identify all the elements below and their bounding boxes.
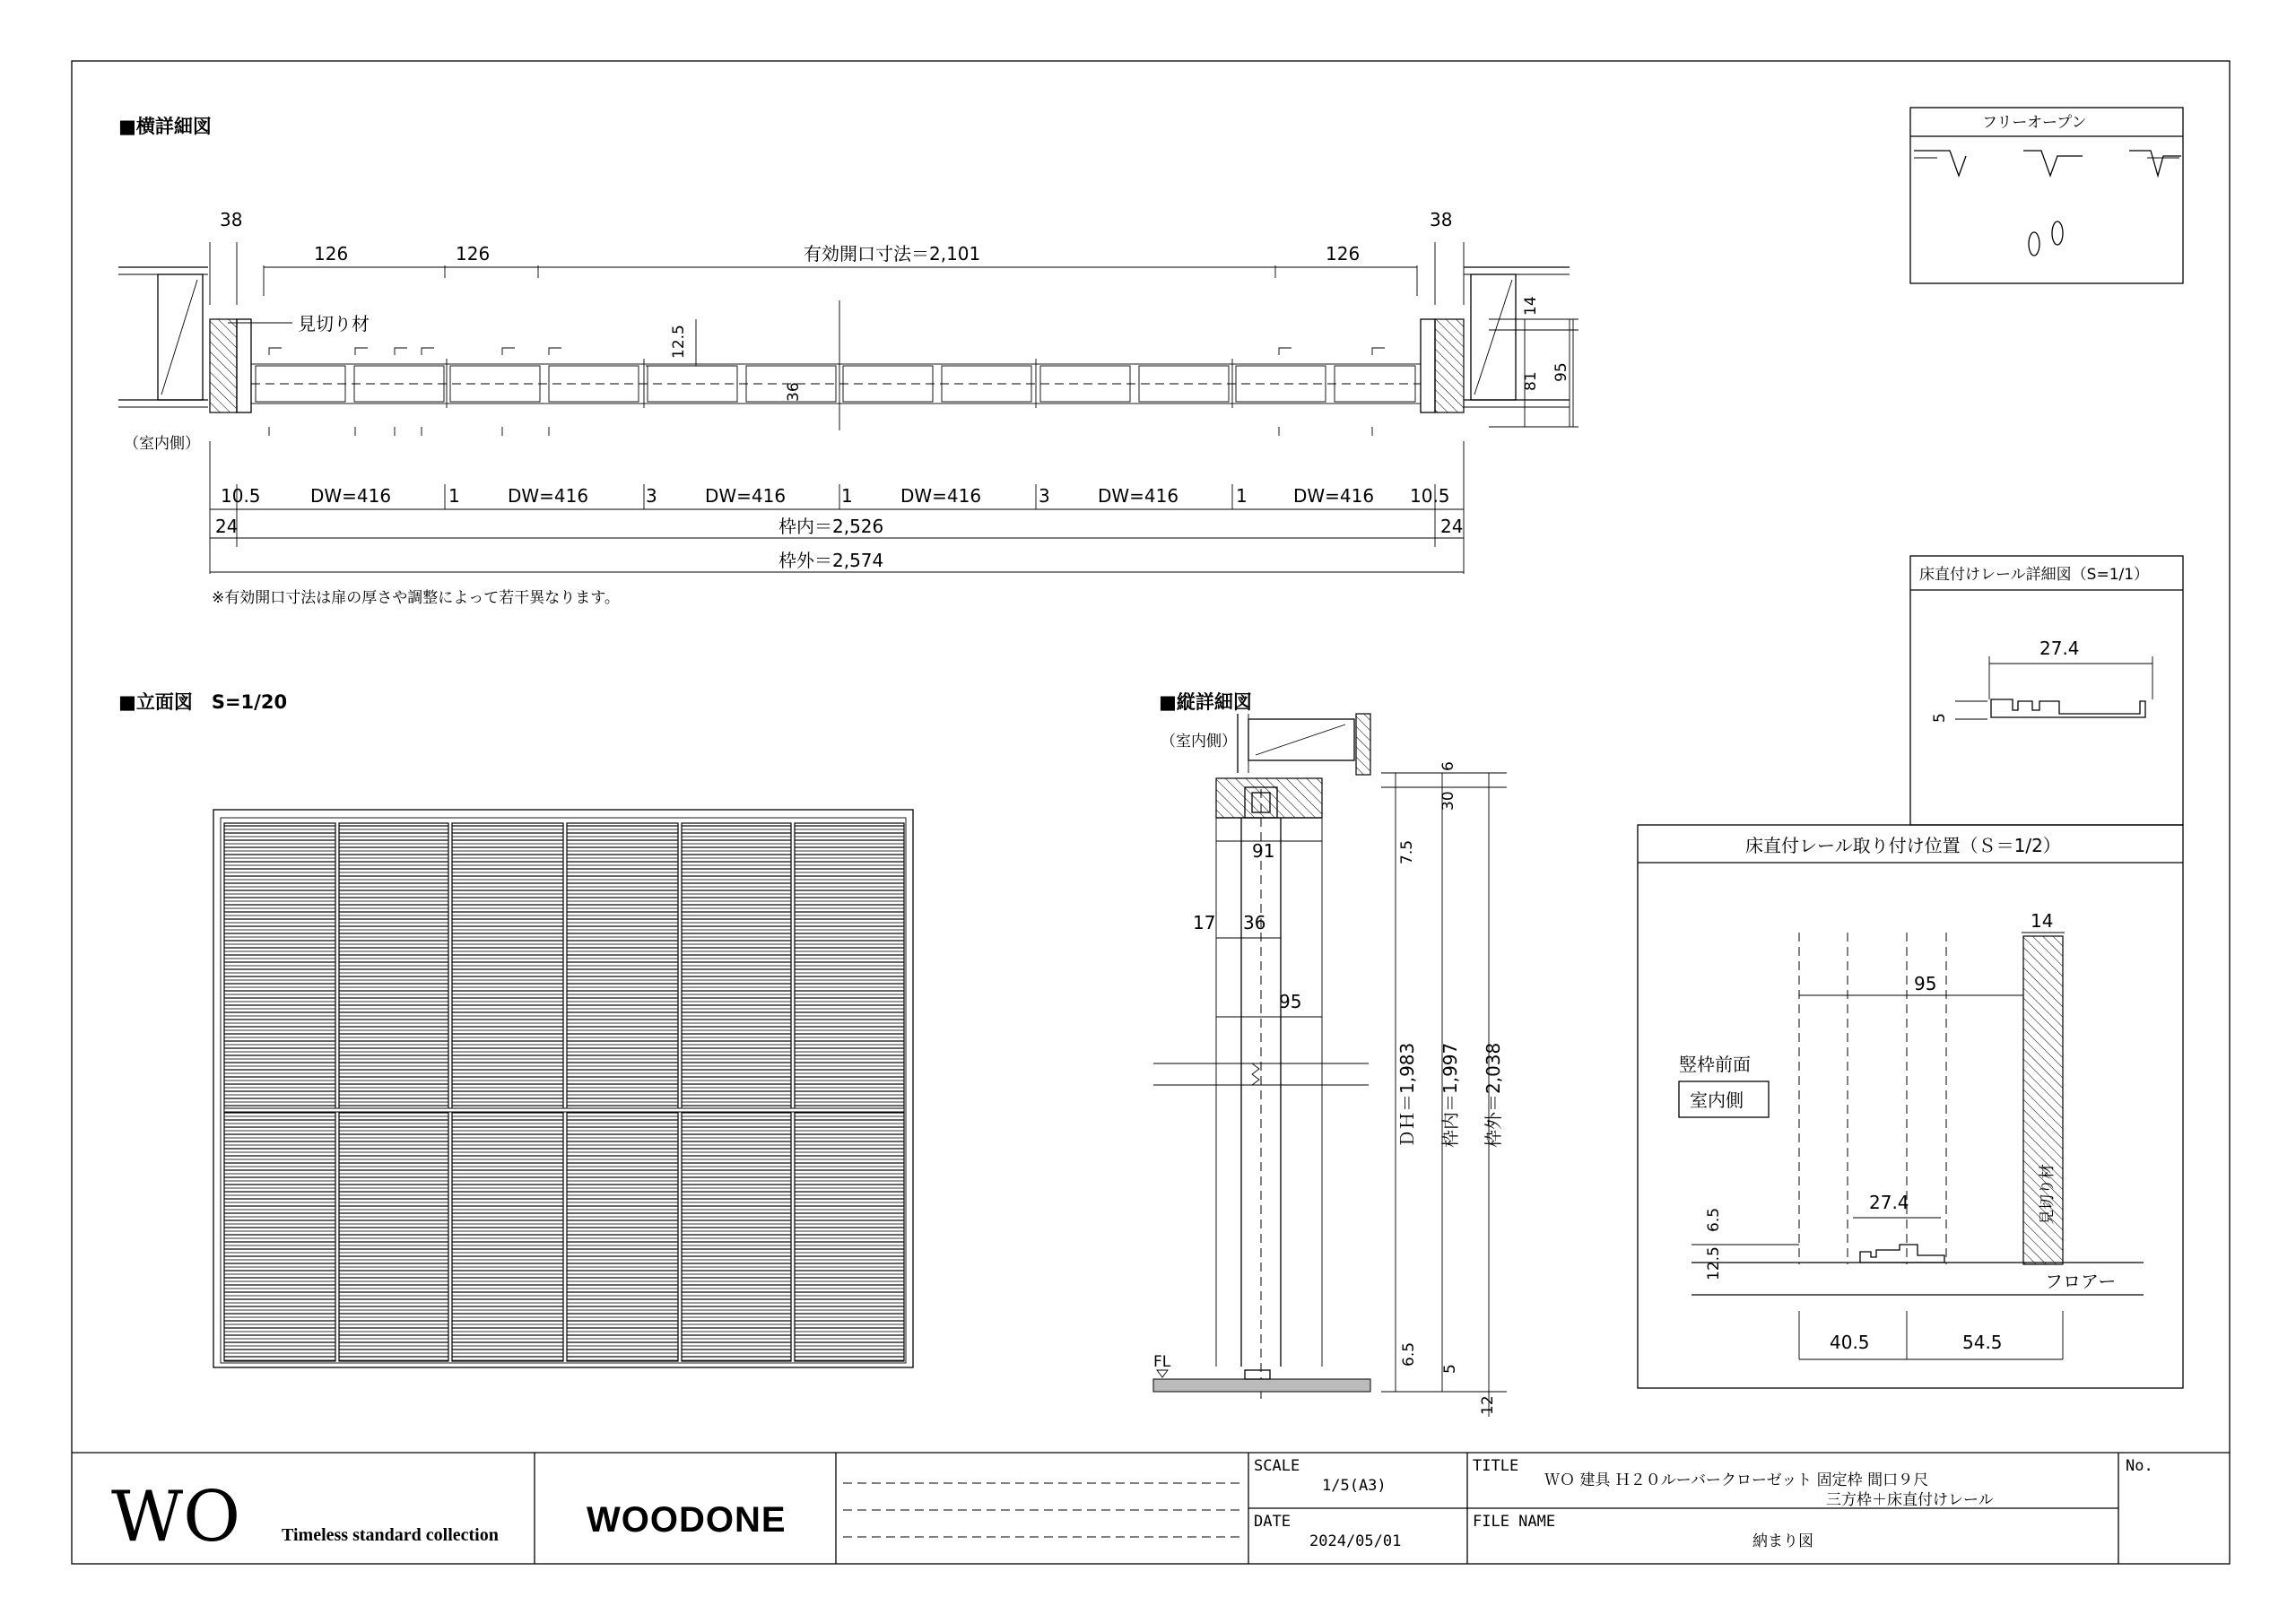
pos-dim-27-4: 27.4 — [1869, 1192, 1909, 1213]
dim-gap-2: 3 — [646, 485, 657, 507]
scale-value: 1/5(A3) — [1322, 1477, 1387, 1495]
plan-left-wall — [118, 267, 251, 412]
elevation — [118, 691, 913, 1367]
sec-dim-95: 95 — [1279, 991, 1302, 1012]
parting-vertical-label: 見切り材 — [2039, 1164, 2057, 1225]
date-value: 2024/05/01 — [1309, 1532, 1402, 1550]
plan-right-wall — [1421, 267, 1578, 427]
frame-outer-height: 枠外＝2,038 — [1483, 1042, 1504, 1148]
dim-126-b: 126 — [456, 243, 491, 265]
sec-vdim-6: 6 — [1439, 761, 1457, 771]
wo-logo: WO — [111, 1477, 241, 1558]
dim-126-a: 126 — [314, 243, 349, 265]
door-height-dim: ＤＨ＝1,983 — [1396, 1042, 1418, 1148]
sec-vdim-12: 12 — [1479, 1395, 1497, 1415]
dim-14: 14 — [1522, 296, 1540, 316]
pos-dim-14: 14 — [2031, 910, 2054, 932]
dim-dw-1: DW=416 — [310, 485, 392, 507]
number-label: No. — [2126, 1457, 2153, 1475]
dim-dw-6: DW=416 — [1293, 485, 1375, 507]
elevation-panels — [224, 823, 904, 1361]
rail-detail-title: 床直付けレール詳細図（S=1/1） — [1919, 566, 2150, 584]
rail-height-dim: 5 — [1931, 713, 1949, 723]
free-open-box — [1910, 108, 2183, 283]
file-label: FILE NAME — [1473, 1513, 1556, 1531]
effective-opening-dim: 有効開口寸法＝2,101 — [804, 243, 981, 265]
plan-note: ※有効開口寸法は扉の厚さや調整によって若干異なります。 — [212, 589, 620, 607]
free-open-title: フリーオープン — [1982, 114, 2087, 132]
title-block — [72, 1453, 2230, 1564]
dim-dw-3: DW=416 — [705, 485, 787, 507]
rail-width-dim: 27.4 — [2039, 638, 2080, 659]
pos-dim-95: 95 — [1914, 973, 1937, 994]
section-interior-label: （室内側） — [1161, 733, 1237, 751]
rail-position-box — [1638, 825, 2183, 1388]
plan-door-strip — [228, 300, 1421, 436]
frame-outer-width: 枠外＝2,574 — [778, 550, 884, 571]
date-label: DATE — [1254, 1513, 1291, 1531]
interior-side-label: 室内側 — [1690, 1089, 1744, 1111]
parting-label: 見切り材 — [298, 313, 370, 334]
dim-38-left: 38 — [220, 209, 243, 230]
dim-gap-3: 1 — [841, 485, 853, 507]
plan-top-dims — [210, 209, 1464, 305]
footprint-left-icon — [2029, 232, 2039, 256]
elevation-title: ■立面図 S=1/20 — [118, 691, 288, 713]
dim-126-c: 126 — [1326, 243, 1361, 265]
sec-vdim-6-5: 6.5 — [1400, 1341, 1418, 1367]
dim-10-5-right: 10.5 — [1410, 485, 1450, 507]
sec-vdim-30: 30 — [1439, 791, 1457, 811]
drawing-title-line2: 三方枠＋床直付けレール — [1826, 1491, 1994, 1509]
dim-dw-2: DW=416 — [508, 485, 589, 507]
interior-label: （室内側） — [124, 435, 200, 453]
dim-dw-4: DW=416 — [900, 485, 982, 507]
plan-title: ■横詳細図 — [118, 116, 212, 137]
floor-label: フロアー — [2045, 1271, 2117, 1292]
floor-level-label: FL — [1153, 1353, 1171, 1371]
file-value: 納まり図 — [1752, 1532, 1813, 1550]
drawing-title-line1: ＷＯ 建具 Ｈ２０ルーバークローゼット 固定枠 間口９尺 — [1544, 1471, 1929, 1489]
dim-dw-5: DW=416 — [1098, 485, 1179, 507]
sec-dim-36: 36 — [1243, 912, 1266, 933]
woodone-logo: WOODONE — [587, 1500, 787, 1540]
tagline: Timeless standard collection — [282, 1525, 499, 1545]
frame-inner-height: 枠内＝1,997 — [1439, 1042, 1461, 1148]
sec-dim-17: 17 — [1193, 912, 1216, 933]
dim-12-5: 12.5 — [670, 325, 688, 359]
vertical-section — [1153, 691, 1507, 1417]
frame-front-label: 竪枠前面 — [1679, 1054, 1751, 1075]
sec-vdim-5: 5 — [1441, 1364, 1459, 1374]
scale-label: SCALE — [1254, 1457, 1300, 1475]
sec-vdim-7-5: 7.5 — [1398, 839, 1416, 864]
plan-detail — [118, 116, 1578, 607]
dim-36: 36 — [785, 382, 803, 402]
pos-dim-12-5: 12.5 — [1705, 1246, 1723, 1280]
dim-gap-4: 3 — [1039, 485, 1050, 507]
title-label: TITLE — [1473, 1457, 1519, 1475]
dim-gap-1: 1 — [448, 485, 460, 507]
plan-bottom-dims — [210, 441, 1464, 574]
dim-gap-5: 1 — [1236, 485, 1248, 507]
frame-inner-width: 枠内＝2,526 — [778, 516, 884, 537]
dim-81: 81 — [1522, 371, 1540, 391]
dim-10-5-left: 10.5 — [221, 485, 261, 507]
pos-dim-40-5: 40.5 — [1830, 1332, 1870, 1353]
rail-position-title: 床直付レール取り付け位置（Ｓ＝1/2） — [1745, 835, 2061, 856]
dim-95: 95 — [1552, 362, 1570, 382]
footprint-right-icon — [2052, 221, 2063, 245]
dim-24-right: 24 — [1440, 516, 1464, 537]
section-title: ■縦詳細図 — [1159, 691, 1252, 713]
rail-detail-box — [1910, 556, 2183, 825]
dim-24-left: 24 — [215, 516, 239, 537]
sec-dim-91: 91 — [1252, 840, 1275, 862]
pos-dim-54-5: 54.5 — [1962, 1332, 2003, 1353]
pos-dim-6-5: 6.5 — [1705, 1207, 1723, 1232]
dim-38-right: 38 — [1430, 209, 1453, 230]
